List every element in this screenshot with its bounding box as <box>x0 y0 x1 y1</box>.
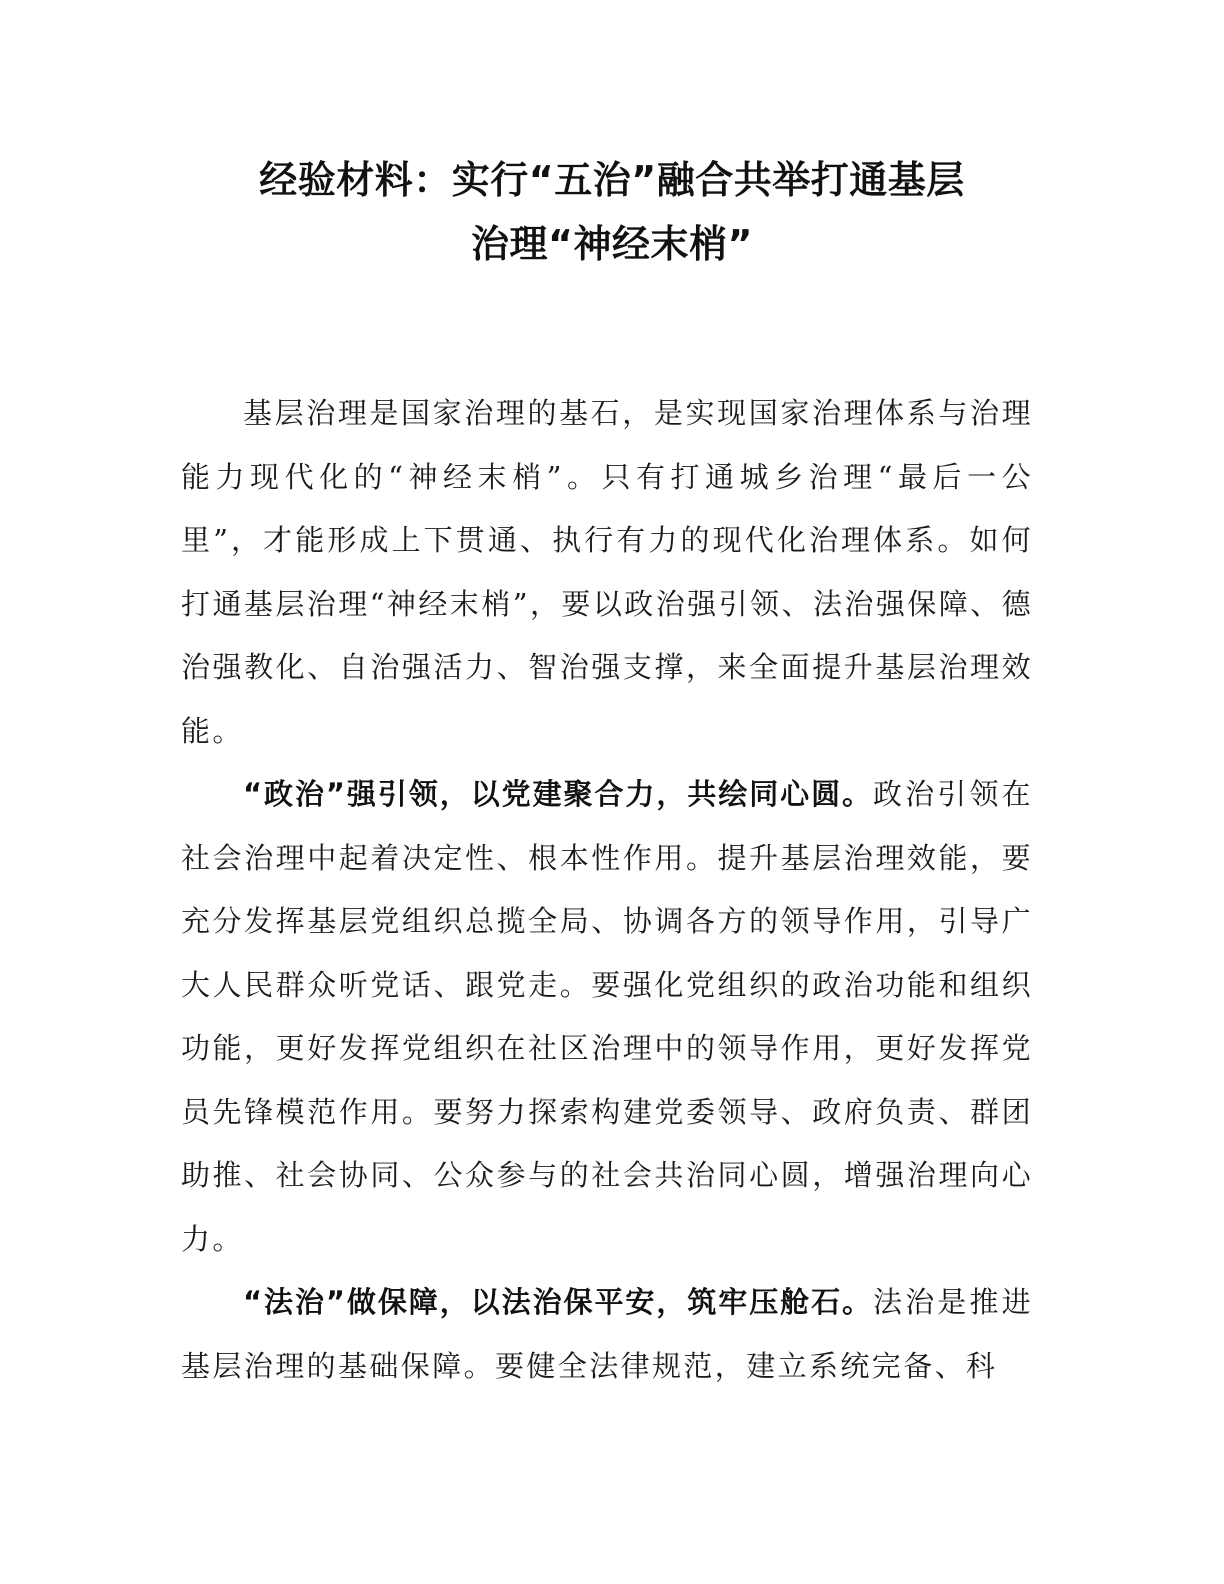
paragraph-politics <box>181 763 1033 1271</box>
title-line-1: 经验材料：实行“五治”融合共举打通基层 <box>259 158 965 202</box>
title-line-2: 治理“神经末梢” <box>471 222 753 266</box>
paragraph-intro <box>181 382 1033 763</box>
paragraph-text: 基层治理是国家治理的基石，是实现国家治理体系与治理能力现代化的“神经末梢”。只有打通城乡治理“最后一公里”，才能形成上下贯通、执行有力的现代化治理体系。如何打通基层治理“神经末梢”，要以政治强引领、法治强保障、德治强教化、自治强活力、智治强支撑，来全面提升基层治理效能。 <box>181 396 1033 748</box>
paragraph-rule-of-law <box>181 1271 1033 1398</box>
paragraph-lead: “政治”强引领，以党建聚合力，共绘同心圆。 <box>243 777 873 811</box>
paragraph-text: 政治引领在社会治理中起着决定性、根本性作用。提升基层治理效能，要充分发挥基层党组织总揽全局、协调各方的领导作用，引导广大人民群众听党话、跟党走。要强化党组织的政治功能和组织功能，更好发挥党组织在社区治理中的领导作用，更好发挥党员先锋模范作用。要努力探索构建党委领导、政府负责、群团助推、社会协同、公众参与的社会共治同心圆，增强治理向心力。 <box>181 777 1033 1256</box>
paragraph-text: 法治是推进基层治理的基础保障。要健全法律规范，建立系统完备、科 <box>181 1285 1033 1383</box>
document-body <box>181 382 1033 1398</box>
paragraph-lead: “法治”做保障，以法治保平安，筑牢压舱石。 <box>243 1285 873 1319</box>
document-title <box>150 148 1074 276</box>
